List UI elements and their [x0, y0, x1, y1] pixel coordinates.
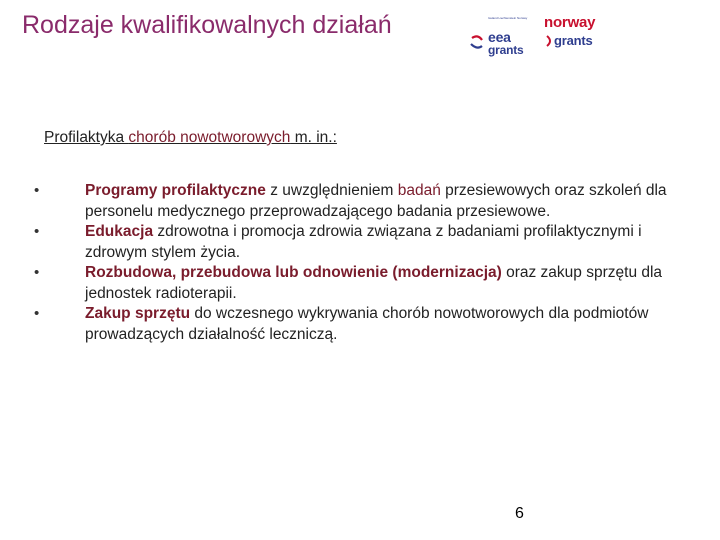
slide-title: Rodzaje kwalifikowalnych działań: [22, 11, 392, 39]
bullet-list: [34, 181, 674, 345]
norway-grants-logo: [544, 14, 620, 56]
bullet-dot-icon: •: [34, 264, 40, 281]
bullet-bold: Edukacja: [85, 223, 154, 240]
eea-grants-logo: [470, 14, 534, 56]
bullet-bold: Zakup sprzętu: [85, 305, 191, 322]
bullet-text: zdrowotna i promocja zdrowia związana z badaniami profilaktycznymi i zdrowym stylem życia.: [85, 223, 642, 261]
page-number: 6: [515, 505, 524, 522]
norway-logo-text: norway: [544, 14, 596, 31]
bullet-dot-icon: •: [34, 223, 40, 240]
bullet-item-education: [34, 222, 674, 263]
bullet-text: z uwzględnieniem: [265, 182, 398, 199]
bullet-text-2: przesiewowych oraz szkoleń dla personelu medycznego przeprowadzającego badania przesiewowe.: [85, 182, 667, 220]
eea-small-text: Iceland Liechtenstein Norway: [488, 16, 528, 20]
bullet-bold: Programy profilaktyczne: [85, 182, 266, 199]
intro-suffix: m. in.:: [290, 129, 337, 146]
bullet-item-equipment: [34, 304, 674, 345]
bullet-item-radiotherapy: [34, 263, 674, 304]
bullet-text: oraz zakup sprzętu dla jednostek radioterapii.: [85, 264, 663, 302]
eea-logo-grants-text: grants: [488, 43, 524, 57]
eea-logo-text: eea: [488, 29, 511, 45]
norway-grants-mark-icon: [546, 34, 554, 48]
intro-prefix: Profilaktyka: [44, 129, 129, 146]
norway-logo-grants-text: grants: [554, 33, 593, 48]
logos: [470, 14, 620, 56]
intro-highlight: chorób nowotworowych: [128, 129, 291, 146]
bullet-dot-icon: •: [34, 305, 40, 322]
bullet-red: badań: [397, 182, 441, 199]
bullet-text: do wczesnego wykrywania chorób nowotworowych dla podmiotów prowadzących działalność leczniczą.: [85, 305, 649, 343]
bullet-item-programs: [34, 181, 674, 222]
eea-grants-mark-icon: [470, 34, 484, 52]
bullet-dot-icon: •: [34, 182, 40, 199]
bullet-bold: Rozbudowa, przebudowa lub odnowienie (modernizacja): [85, 264, 502, 281]
intro-line: [44, 129, 337, 147]
